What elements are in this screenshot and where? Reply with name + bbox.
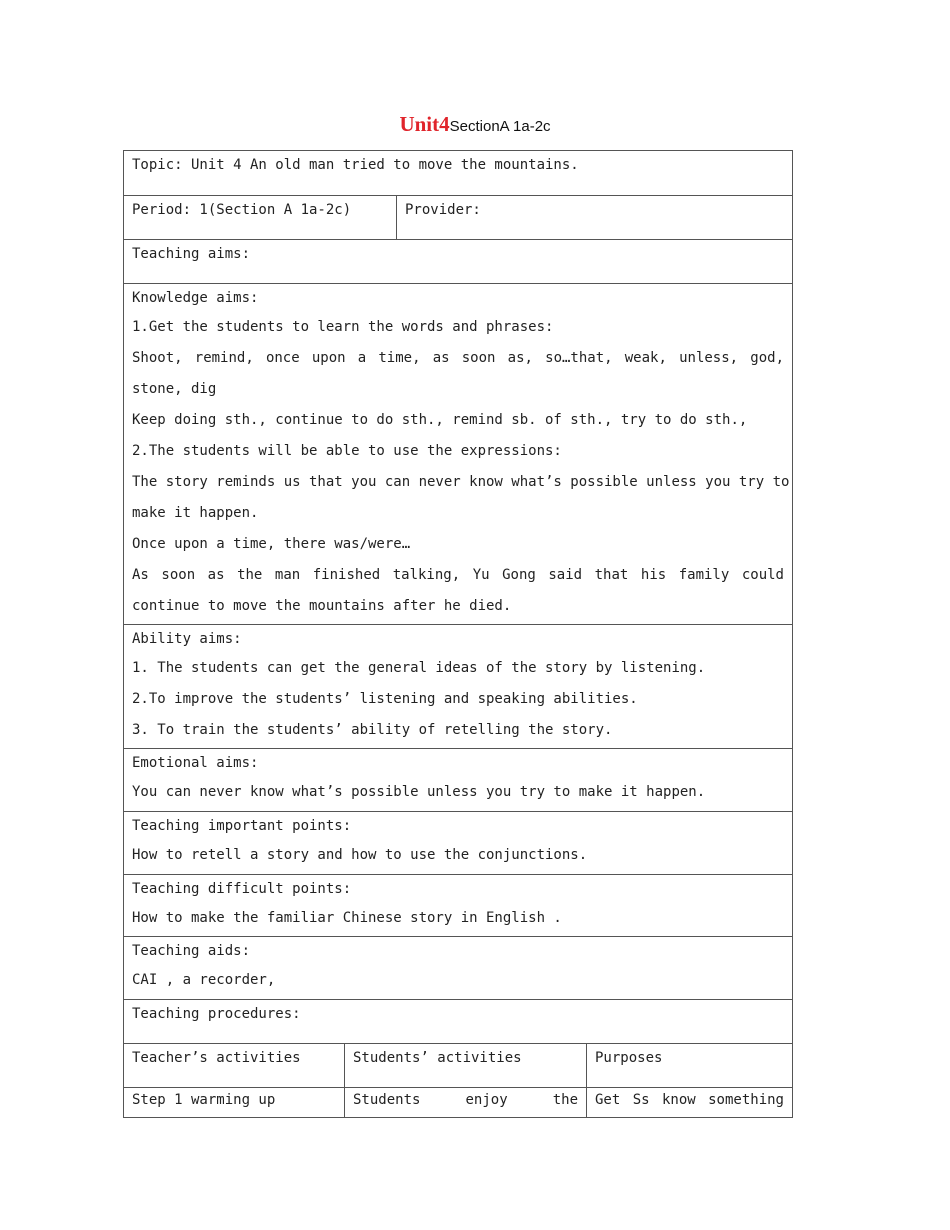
step1-purposes-cell — [587, 1088, 792, 1117]
step1-students-cell — [345, 1088, 587, 1117]
teaching-aims-row — [124, 239, 792, 283]
title-unit: Unit4 — [399, 112, 450, 136]
important-heading: Teaching important points: — [132, 818, 352, 834]
ability-line-1: 1. The students can get the general ideas of the story by listening. — [132, 660, 706, 676]
knowledge-line-7: make it happen. — [132, 505, 259, 521]
document-title — [0, 112, 950, 137]
aids-line-1: CAI , a recorder, — [132, 972, 276, 988]
period-text: Period: 1(Section A 1a-2c) — [132, 202, 352, 218]
period-cell — [124, 196, 397, 239]
knowledge-line-3: stone, dig — [132, 381, 217, 397]
topic-row — [124, 151, 792, 195]
emotional-line-1: You can never know what’s possible unless you try to make it happen. — [132, 784, 706, 800]
knowledge-line-9: As soon as the man finished talking, Yu Gong said that his family could — [132, 567, 784, 583]
students-column-header — [345, 1044, 587, 1087]
procedures-row — [124, 999, 792, 1043]
step1-students-text: Students enjoy the — [353, 1092, 578, 1108]
provider-text: Provider: — [405, 202, 481, 218]
difficult-line-1: How to make the familiar Chinese story in English . — [132, 910, 562, 926]
teaching-aims-heading: Teaching aims: — [132, 246, 251, 262]
provider-cell — [397, 196, 792, 239]
knowledge-aims-row — [124, 283, 792, 624]
difficult-points-row — [124, 874, 792, 936]
aids-heading: Teaching aids: — [132, 943, 251, 959]
purposes-column-header — [587, 1044, 792, 1087]
knowledge-line-6: The story reminds us that you can never know what’s possible unless you try to — [132, 474, 790, 490]
period-row — [124, 195, 792, 239]
knowledge-line-1: 1.Get the students to learn the words and phrases: — [132, 319, 554, 335]
important-line-1: How to retell a story and how to use the conjunctions. — [132, 847, 588, 863]
ability-aims-row — [124, 624, 792, 748]
knowledge-line-10: continue to move the mountains after he died. — [132, 598, 512, 614]
knowledge-heading: Knowledge aims: — [132, 290, 259, 306]
teacher-column-label: Teacher’s activities — [132, 1050, 301, 1066]
step1-purposes-text: Get Ss know something — [595, 1092, 784, 1108]
emotional-aims-row — [124, 748, 792, 811]
procedures-heading: Teaching procedures: — [132, 1006, 301, 1022]
purposes-column-label: Purposes — [595, 1050, 663, 1066]
lesson-plan-table — [123, 150, 793, 1118]
teacher-column-header — [124, 1044, 345, 1087]
teaching-aids-row — [124, 936, 792, 999]
ability-heading: Ability aims: — [132, 631, 242, 647]
step1-row — [124, 1087, 792, 1117]
emotional-heading: Emotional aims: — [132, 755, 259, 771]
important-points-row — [124, 811, 792, 874]
step1-teacher-text: Step 1 warming up — [132, 1092, 276, 1108]
ability-line-2: 2.To improve the students’ listening and speaking abilities. — [132, 691, 638, 707]
step1-teacher-cell — [124, 1088, 345, 1117]
students-column-label: Students’ activities — [353, 1050, 522, 1066]
title-section: SectionA 1a-2c — [449, 118, 551, 135]
topic-text: Topic: Unit 4 An old man tried to move the mountains. — [132, 157, 579, 173]
difficult-heading: Teaching difficult points: — [132, 881, 352, 897]
knowledge-line-8: Once upon a time, there was/were… — [132, 536, 411, 552]
knowledge-line-5: 2.The students will be able to use the expressions: — [132, 443, 562, 459]
ability-line-3: 3. To train the students’ ability of retelling the story. — [132, 722, 613, 738]
procedures-header-row — [124, 1043, 792, 1087]
knowledge-line-4: Keep doing sth., continue to do sth., remind sb. of sth., try to do sth., — [132, 412, 748, 428]
knowledge-line-2: Shoot, remind, once upon a time, as soon as, so…that, weak, unless, god, — [132, 350, 784, 366]
